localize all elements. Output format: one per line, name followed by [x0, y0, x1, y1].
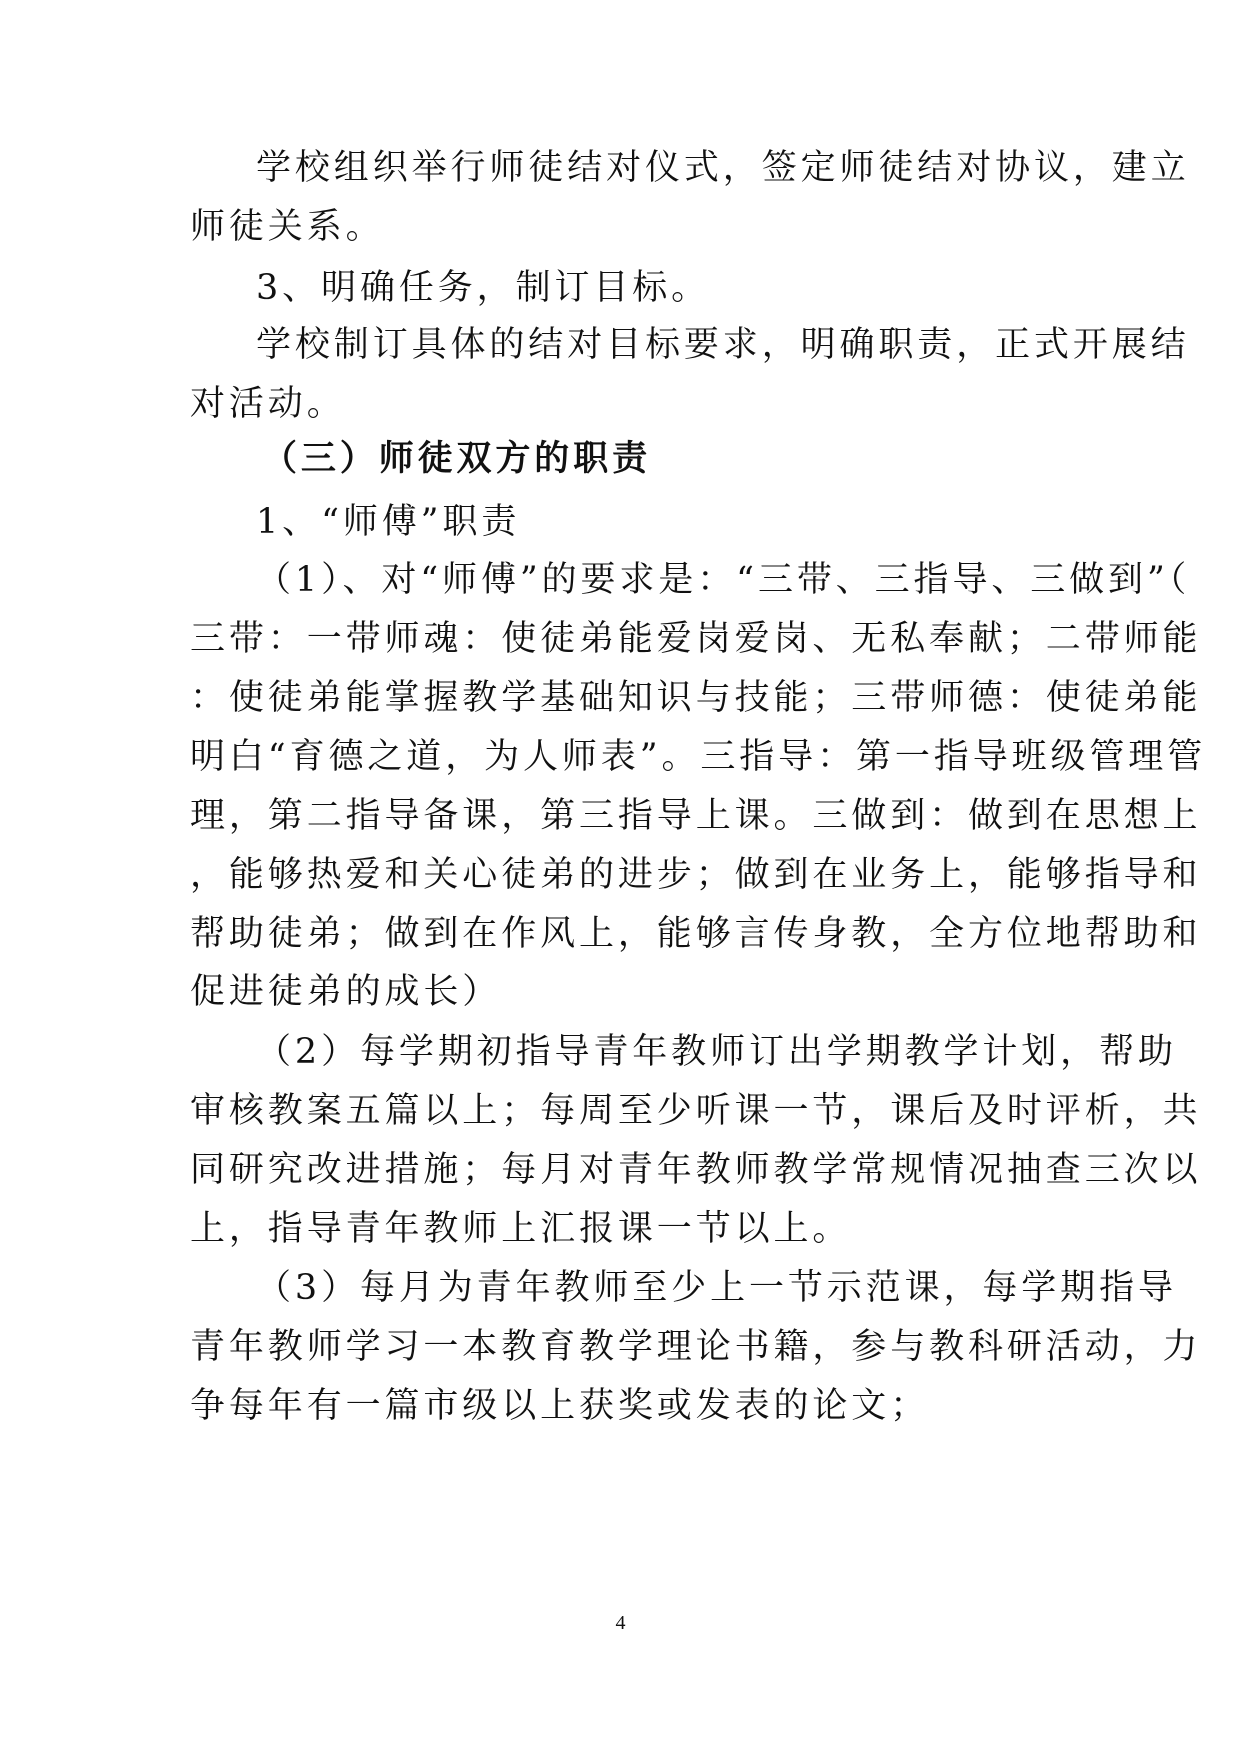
paragraph-line: ，能够热爱和关心徒弟的进步；做到在业务上，能够指导和: [190, 855, 1202, 895]
paragraph-line: （2）每学期初指导青年教师订出学期教学计划，帮助: [256, 1032, 1177, 1072]
subsection-heading: 1、“师傅”职责: [256, 502, 521, 542]
paragraph-line: 争每年有一篇市级以上获奖或发表的论文；: [190, 1386, 930, 1426]
paragraph-line: ：使徒弟能掌握教学基础知识与技能；三带师德：使徒弟能: [190, 678, 1202, 718]
paragraph-line: 青年教师学习一本教育教学理论书籍，参与教科研活动，力: [190, 1327, 1202, 1367]
list-item-heading: 3、明确任务，制订目标。: [256, 268, 711, 308]
page-number: 4: [615, 1612, 626, 1634]
paragraph-line: 促进徒弟的成长）: [190, 972, 502, 1012]
paragraph-line: 同研究改进措施；每月对青年教师教学常规情况抽查三次以: [190, 1150, 1202, 1190]
paragraph-line: 师徒关系。: [190, 207, 385, 247]
paragraph-line: 对活动。: [190, 384, 346, 424]
section-heading: （三）师徒双方的职责: [262, 438, 652, 479]
paragraph-line: 审核教案五篇以上；每周至少听课一节，课后及时评析，共: [190, 1091, 1202, 1131]
paragraph-line: 明白“育德之道，为人师表”。三指导：第一指导班级管理管: [190, 737, 1207, 777]
paragraph-line: 理，第二指导备课，第三指导上课。三做到：做到在思想上: [190, 796, 1202, 836]
paragraph-line: 学校组织举行师徒结对仪式，签定师徒结对协议，建立: [256, 148, 1190, 188]
paragraph-line: 上，指导青年教师上汇报课一节以上。: [190, 1209, 852, 1249]
paragraph-line: （3）每月为青年教师至少上一节示范课，每学期指导: [256, 1268, 1177, 1308]
paragraph-line: 三带：一带师魂：使徒弟能爱岗爱岗、无私奉献；二带师能: [190, 619, 1202, 659]
paragraph-line: 学校制订具体的结对目标要求，明确职责，正式开展结: [256, 325, 1190, 365]
paragraph-line: 帮助徒弟；做到在作风上，能够言传身教，全方位地帮助和: [190, 914, 1202, 954]
paragraph-line: （1）、对“师傅”的要求是：“三带、三指导、三做到”（: [256, 560, 1191, 600]
